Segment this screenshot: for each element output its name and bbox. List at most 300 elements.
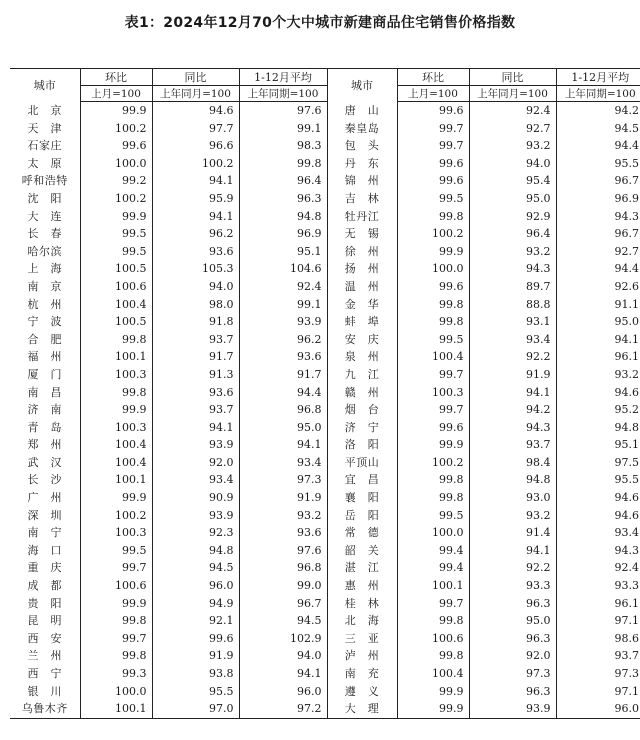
yoy-cell: 92.0 (152, 454, 239, 472)
table-row (10, 683, 640, 701)
avg-cell: 93.6 (239, 524, 327, 542)
subheader-avg-left: 上年同期=100 (239, 86, 327, 102)
header-mom-left: 环比 (80, 69, 152, 86)
city-cell: 吉 林 (327, 190, 397, 208)
yoy-cell: 93.4 (469, 331, 556, 349)
city-cell: 西 安 (27, 631, 62, 645)
city-cell: 武 汉 (27, 455, 62, 469)
city-cell: 桂 林 (327, 595, 397, 613)
avg-cell: 96.2 (239, 331, 327, 349)
table-row (10, 331, 640, 349)
yoy-cell: 105.3 (152, 260, 239, 278)
mom-cell: 99.8 (397, 471, 469, 489)
city-cell: 洛 阳 (327, 436, 397, 454)
city-cell: 上 海 (27, 262, 62, 276)
city-cell: 海 口 (27, 543, 62, 557)
mom-cell: 99.6 (397, 155, 469, 173)
subheader-mom-left: 上月=100 (80, 86, 152, 102)
yoy-cell: 92.2 (469, 348, 556, 366)
table-row (10, 401, 640, 419)
table-row (10, 155, 640, 173)
city-cell: 济 南 (27, 403, 62, 417)
city-cell: 银 川 (27, 684, 62, 698)
mom-cell: 100.2 (397, 454, 469, 472)
mom-cell: 99.3 (80, 665, 152, 683)
city-cell: 泉 州 (327, 348, 397, 366)
avg-cell: 94.1 (239, 665, 327, 683)
subheader-avg-right: 上年同期=100 (556, 86, 640, 102)
mom-cell: 99.9 (397, 683, 469, 701)
avg-cell: 94.4 (239, 384, 327, 402)
avg-cell: 99.1 (239, 120, 327, 138)
table-row (10, 630, 640, 648)
city-cell: 深 圳 (27, 508, 62, 522)
mom-cell: 100.4 (397, 348, 469, 366)
yoy-cell: 97.0 (152, 700, 239, 718)
city-cell: 南 京 (27, 279, 62, 293)
city-cell: 襄 阳 (327, 489, 397, 507)
mom-cell: 100.5 (80, 260, 152, 278)
city-cell: 大 理 (327, 700, 397, 718)
table-row (10, 542, 640, 560)
avg-cell: 94.5 (239, 612, 327, 630)
avg-cell: 93.4 (239, 454, 327, 472)
yoy-cell: 96.3 (469, 630, 556, 648)
avg-cell: 94.4 (556, 137, 640, 155)
city-cell: 包 头 (327, 137, 397, 155)
table-row (10, 120, 640, 138)
avg-cell: 94.8 (556, 419, 640, 437)
yoy-cell: 92.0 (469, 647, 556, 665)
yoy-cell: 94.5 (152, 559, 239, 577)
table-header (10, 69, 640, 102)
yoy-cell: 96.3 (469, 595, 556, 613)
mom-cell: 100.0 (397, 260, 469, 278)
mom-cell: 100.1 (80, 471, 152, 489)
city-cell: 宜 昌 (327, 471, 397, 489)
city-cell: 安 庆 (327, 331, 397, 349)
mom-cell: 99.5 (80, 243, 152, 261)
city-cell: 大 连 (27, 209, 62, 223)
avg-cell: 97.6 (239, 542, 327, 560)
yoy-cell: 99.6 (152, 630, 239, 648)
avg-cell: 94.2 (556, 102, 640, 120)
table-row (10, 278, 640, 296)
city-cell: 长 沙 (27, 473, 62, 487)
avg-cell: 96.9 (556, 190, 640, 208)
mom-cell: 99.9 (80, 208, 152, 226)
yoy-cell: 88.8 (469, 296, 556, 314)
mom-cell: 100.1 (80, 348, 152, 366)
mom-cell: 99.6 (397, 419, 469, 437)
yoy-cell: 91.9 (469, 366, 556, 384)
mom-cell: 100.2 (397, 225, 469, 243)
table-row (10, 577, 640, 595)
avg-cell: 94.4 (556, 260, 640, 278)
mom-cell: 100.6 (397, 630, 469, 648)
avg-cell: 91.1 (556, 296, 640, 314)
mom-cell: 100.1 (80, 700, 152, 718)
city-cell: 重 庆 (27, 561, 62, 575)
yoy-cell: 93.6 (152, 243, 239, 261)
yoy-cell: 95.0 (469, 612, 556, 630)
mom-cell: 100.0 (80, 683, 152, 701)
mom-cell: 99.6 (397, 172, 469, 190)
city-cell: 南 昌 (27, 385, 62, 399)
avg-cell: 97.5 (556, 454, 640, 472)
avg-cell: 96.7 (239, 595, 327, 613)
table-row (10, 436, 640, 454)
city-cell: 唐 山 (327, 102, 397, 120)
table-row (10, 260, 640, 278)
city-cell: 三 亚 (327, 630, 397, 648)
table-row (10, 137, 640, 155)
avg-cell: 91.7 (239, 366, 327, 384)
mom-cell: 99.4 (397, 542, 469, 560)
avg-cell: 97.2 (239, 700, 327, 718)
mom-cell: 99.8 (397, 313, 469, 331)
yoy-cell: 94.3 (469, 419, 556, 437)
city-cell: 温 州 (327, 278, 397, 296)
avg-cell: 94.8 (239, 208, 327, 226)
city-cell: 南 充 (327, 665, 397, 683)
avg-cell: 92.4 (239, 278, 327, 296)
avg-cell: 94.0 (239, 647, 327, 665)
mom-cell: 99.8 (80, 331, 152, 349)
mom-cell: 99.9 (80, 595, 152, 613)
city-cell: 北 京 (27, 103, 62, 117)
avg-cell: 99.8 (239, 155, 327, 173)
yoy-cell: 89.7 (469, 278, 556, 296)
avg-cell: 94.6 (556, 384, 640, 402)
header-yoy-left: 同比 (152, 69, 239, 86)
mom-cell: 99.9 (397, 700, 469, 718)
yoy-cell: 96.6 (152, 137, 239, 155)
mom-cell: 99.8 (397, 489, 469, 507)
avg-cell: 97.3 (556, 665, 640, 683)
city-cell: 惠 州 (327, 577, 397, 595)
mom-cell: 100.2 (80, 120, 152, 138)
city-cell: 贵 阳 (27, 596, 62, 610)
yoy-cell: 92.3 (152, 524, 239, 542)
yoy-cell: 93.6 (152, 384, 239, 402)
avg-cell: 93.9 (239, 313, 327, 331)
table-row (10, 419, 640, 437)
mom-cell: 99.8 (80, 384, 152, 402)
avg-cell: 99.1 (239, 296, 327, 314)
table-row (10, 366, 640, 384)
price-index-table (10, 68, 640, 719)
avg-cell: 94.3 (556, 542, 640, 560)
header-yoy-right: 同比 (469, 69, 556, 86)
city-cell: 遵 义 (327, 683, 397, 701)
yoy-cell: 93.7 (152, 401, 239, 419)
yoy-cell: 94.1 (152, 208, 239, 226)
table-row (10, 507, 640, 525)
yoy-cell: 94.3 (469, 260, 556, 278)
mom-cell: 100.1 (397, 577, 469, 595)
mom-cell: 100.6 (80, 577, 152, 595)
mom-cell: 100.0 (80, 155, 152, 173)
subheader-mom-right: 上月=100 (397, 86, 469, 102)
table-row (10, 225, 640, 243)
yoy-cell: 91.3 (152, 366, 239, 384)
yoy-cell: 93.2 (469, 507, 556, 525)
mom-cell: 99.9 (397, 436, 469, 454)
yoy-cell: 94.8 (469, 471, 556, 489)
avg-cell: 96.7 (556, 172, 640, 190)
mom-cell: 99.8 (397, 647, 469, 665)
city-cell: 金 华 (327, 296, 397, 314)
avg-cell: 93.2 (556, 366, 640, 384)
mom-cell: 99.7 (80, 559, 152, 577)
city-cell: 郑 州 (27, 438, 62, 452)
avg-cell: 92.7 (556, 243, 640, 261)
yoy-cell: 96.2 (152, 225, 239, 243)
table-row (10, 489, 640, 507)
table-row (10, 454, 640, 472)
mom-cell: 99.9 (80, 102, 152, 120)
city-cell: 杭 州 (27, 297, 62, 311)
mom-cell: 99.7 (397, 137, 469, 155)
avg-cell: 97.6 (239, 102, 327, 120)
avg-cell: 92.4 (556, 559, 640, 577)
mom-cell: 100.4 (80, 296, 152, 314)
yoy-cell: 94.1 (469, 542, 556, 560)
table-title: 表1：2024年12月70个大中城市新建商品住宅销售价格指数 (124, 15, 516, 31)
yoy-cell: 95.0 (469, 190, 556, 208)
table-row (10, 384, 640, 402)
avg-cell: 94.1 (239, 436, 327, 454)
yoy-cell: 94.6 (152, 102, 239, 120)
yoy-cell: 93.9 (152, 507, 239, 525)
city-cell: 赣 州 (327, 384, 397, 402)
avg-cell: 96.8 (239, 401, 327, 419)
avg-cell: 94.5 (556, 120, 640, 138)
yoy-cell: 93.0 (469, 489, 556, 507)
city-cell: 牡丹江 (327, 208, 397, 226)
mom-cell: 99.8 (397, 296, 469, 314)
table-row (10, 102, 640, 120)
yoy-cell: 96.3 (469, 683, 556, 701)
city-cell: 北 海 (327, 612, 397, 630)
avg-cell: 93.2 (239, 507, 327, 525)
city-cell: 合 肥 (27, 332, 62, 346)
city-cell: 兰 州 (27, 649, 62, 663)
yoy-cell: 93.2 (469, 243, 556, 261)
mom-cell: 100.3 (80, 419, 152, 437)
avg-cell: 104.6 (239, 260, 327, 278)
avg-cell: 95.0 (239, 419, 327, 437)
yoy-cell: 93.9 (469, 700, 556, 718)
subheader-yoy-left: 上年同月=100 (152, 86, 239, 102)
yoy-cell: 95.5 (152, 683, 239, 701)
yoy-cell: 95.9 (152, 190, 239, 208)
mom-cell: 100.2 (80, 507, 152, 525)
mom-cell: 99.6 (80, 137, 152, 155)
city-cell: 无 锡 (327, 225, 397, 243)
yoy-cell: 93.9 (152, 436, 239, 454)
avg-cell: 93.7 (556, 647, 640, 665)
mom-cell: 99.6 (397, 102, 469, 120)
avg-cell: 95.2 (556, 401, 640, 419)
mom-cell: 99.9 (80, 489, 152, 507)
mom-cell: 100.3 (397, 384, 469, 402)
city-cell: 常 德 (327, 524, 397, 542)
city-cell: 福 州 (27, 350, 62, 364)
mom-cell: 99.5 (80, 542, 152, 560)
yoy-cell: 95.4 (469, 172, 556, 190)
city-cell: 宁 波 (27, 315, 62, 329)
city-cell: 天 津 (27, 121, 62, 135)
mom-cell: 99.7 (80, 630, 152, 648)
mom-cell: 99.7 (397, 401, 469, 419)
mom-cell: 100.3 (80, 366, 152, 384)
mom-cell: 99.5 (397, 190, 469, 208)
table-row (10, 208, 640, 226)
header-city-right: 城市 (327, 69, 397, 102)
city-cell: 扬 州 (327, 260, 397, 278)
avg-cell: 96.8 (239, 559, 327, 577)
avg-cell: 96.7 (556, 225, 640, 243)
avg-cell: 91.9 (239, 489, 327, 507)
yoy-cell: 93.8 (152, 665, 239, 683)
table-row (10, 647, 640, 665)
mom-cell: 100.4 (80, 454, 152, 472)
header-avg-left: 1-12月平均 (239, 69, 327, 86)
mom-cell: 100.0 (397, 524, 469, 542)
mom-cell: 99.4 (397, 559, 469, 577)
avg-cell: 96.3 (239, 190, 327, 208)
avg-cell: 97.1 (556, 612, 640, 630)
table-row (10, 471, 640, 489)
table-row (10, 172, 640, 190)
mom-cell: 99.8 (80, 612, 152, 630)
avg-cell: 98.6 (556, 630, 640, 648)
yoy-cell: 93.1 (469, 313, 556, 331)
yoy-cell: 94.8 (152, 542, 239, 560)
city-cell: 蚌 埠 (327, 313, 397, 331)
table-row (10, 524, 640, 542)
mom-cell: 100.2 (80, 190, 152, 208)
city-cell: 南 宁 (27, 526, 62, 540)
yoy-cell: 94.0 (152, 278, 239, 296)
yoy-cell: 98.4 (469, 454, 556, 472)
city-cell: 乌鲁木齐 (10, 700, 80, 718)
city-cell: 平顶山 (327, 454, 397, 472)
yoy-cell: 98.0 (152, 296, 239, 314)
city-cell: 太 原 (27, 156, 62, 170)
subheader-yoy-right: 上年同月=100 (469, 86, 556, 102)
city-cell: 秦皇岛 (327, 120, 397, 138)
yoy-cell: 92.9 (469, 208, 556, 226)
avg-cell: 96.0 (556, 700, 640, 718)
mom-cell: 99.9 (80, 401, 152, 419)
avg-cell: 94.6 (556, 489, 640, 507)
table-body (10, 102, 640, 719)
table-row (10, 595, 640, 613)
avg-cell: 98.3 (239, 137, 327, 155)
avg-cell: 95.1 (239, 243, 327, 261)
city-cell: 湛 江 (327, 559, 397, 577)
city-cell: 长 春 (27, 227, 62, 241)
city-cell: 韶 关 (327, 542, 397, 560)
table-row (10, 612, 640, 630)
yoy-cell: 100.2 (152, 155, 239, 173)
avg-cell: 96.9 (239, 225, 327, 243)
city-cell: 呼和浩特 (21, 174, 68, 188)
mom-cell: 100.5 (80, 313, 152, 331)
yoy-cell: 91.4 (469, 524, 556, 542)
mom-cell: 99.5 (80, 225, 152, 243)
city-cell: 烟 台 (327, 401, 397, 419)
mom-cell: 100.4 (397, 665, 469, 683)
yoy-cell: 93.4 (152, 471, 239, 489)
city-cell: 徐 州 (327, 243, 397, 261)
yoy-cell: 94.0 (469, 155, 556, 173)
mom-cell: 99.7 (397, 366, 469, 384)
city-cell: 沈 阳 (27, 191, 62, 205)
avg-cell: 95.5 (556, 155, 640, 173)
city-cell: 锦 州 (327, 172, 397, 190)
avg-cell: 102.9 (239, 630, 327, 648)
mom-cell: 99.9 (397, 243, 469, 261)
city-cell: 厦 门 (27, 367, 62, 381)
city-cell: 济 宁 (327, 419, 397, 437)
city-cell: 岳 阳 (327, 507, 397, 525)
mom-cell: 99.5 (397, 331, 469, 349)
avg-cell: 92.6 (556, 278, 640, 296)
yoy-cell: 93.2 (469, 137, 556, 155)
table-row (10, 296, 640, 314)
avg-cell: 96.4 (239, 172, 327, 190)
avg-cell: 96.1 (556, 595, 640, 613)
city-cell: 泸 州 (327, 647, 397, 665)
table-row (10, 665, 640, 683)
yoy-cell: 91.7 (152, 348, 239, 366)
table-row (10, 559, 640, 577)
table-row (10, 348, 640, 366)
avg-cell: 93.6 (239, 348, 327, 366)
avg-cell: 93.3 (556, 577, 640, 595)
mom-cell: 100.4 (80, 436, 152, 454)
yoy-cell: 91.8 (152, 313, 239, 331)
avg-cell: 94.6 (556, 507, 640, 525)
avg-cell: 97.1 (556, 683, 640, 701)
avg-cell: 97.3 (239, 471, 327, 489)
mom-cell: 99.8 (80, 647, 152, 665)
city-cell: 九 江 (327, 366, 397, 384)
mom-cell: 99.7 (397, 595, 469, 613)
avg-cell: 95.5 (556, 471, 640, 489)
avg-cell: 94.3 (556, 208, 640, 226)
yoy-cell: 96.0 (152, 577, 239, 595)
yoy-cell: 93.3 (469, 577, 556, 595)
yoy-cell: 90.9 (152, 489, 239, 507)
city-cell: 石家庄 (27, 139, 62, 153)
yoy-cell: 94.9 (152, 595, 239, 613)
yoy-cell: 92.4 (469, 102, 556, 120)
city-cell: 昆 明 (27, 614, 62, 628)
yoy-cell: 92.2 (469, 559, 556, 577)
yoy-cell: 94.1 (152, 172, 239, 190)
table-row (10, 313, 640, 331)
yoy-cell: 92.1 (152, 612, 239, 630)
yoy-cell: 93.7 (152, 331, 239, 349)
city-cell: 丹 东 (327, 155, 397, 173)
yoy-cell: 92.7 (469, 120, 556, 138)
mom-cell: 99.7 (397, 120, 469, 138)
